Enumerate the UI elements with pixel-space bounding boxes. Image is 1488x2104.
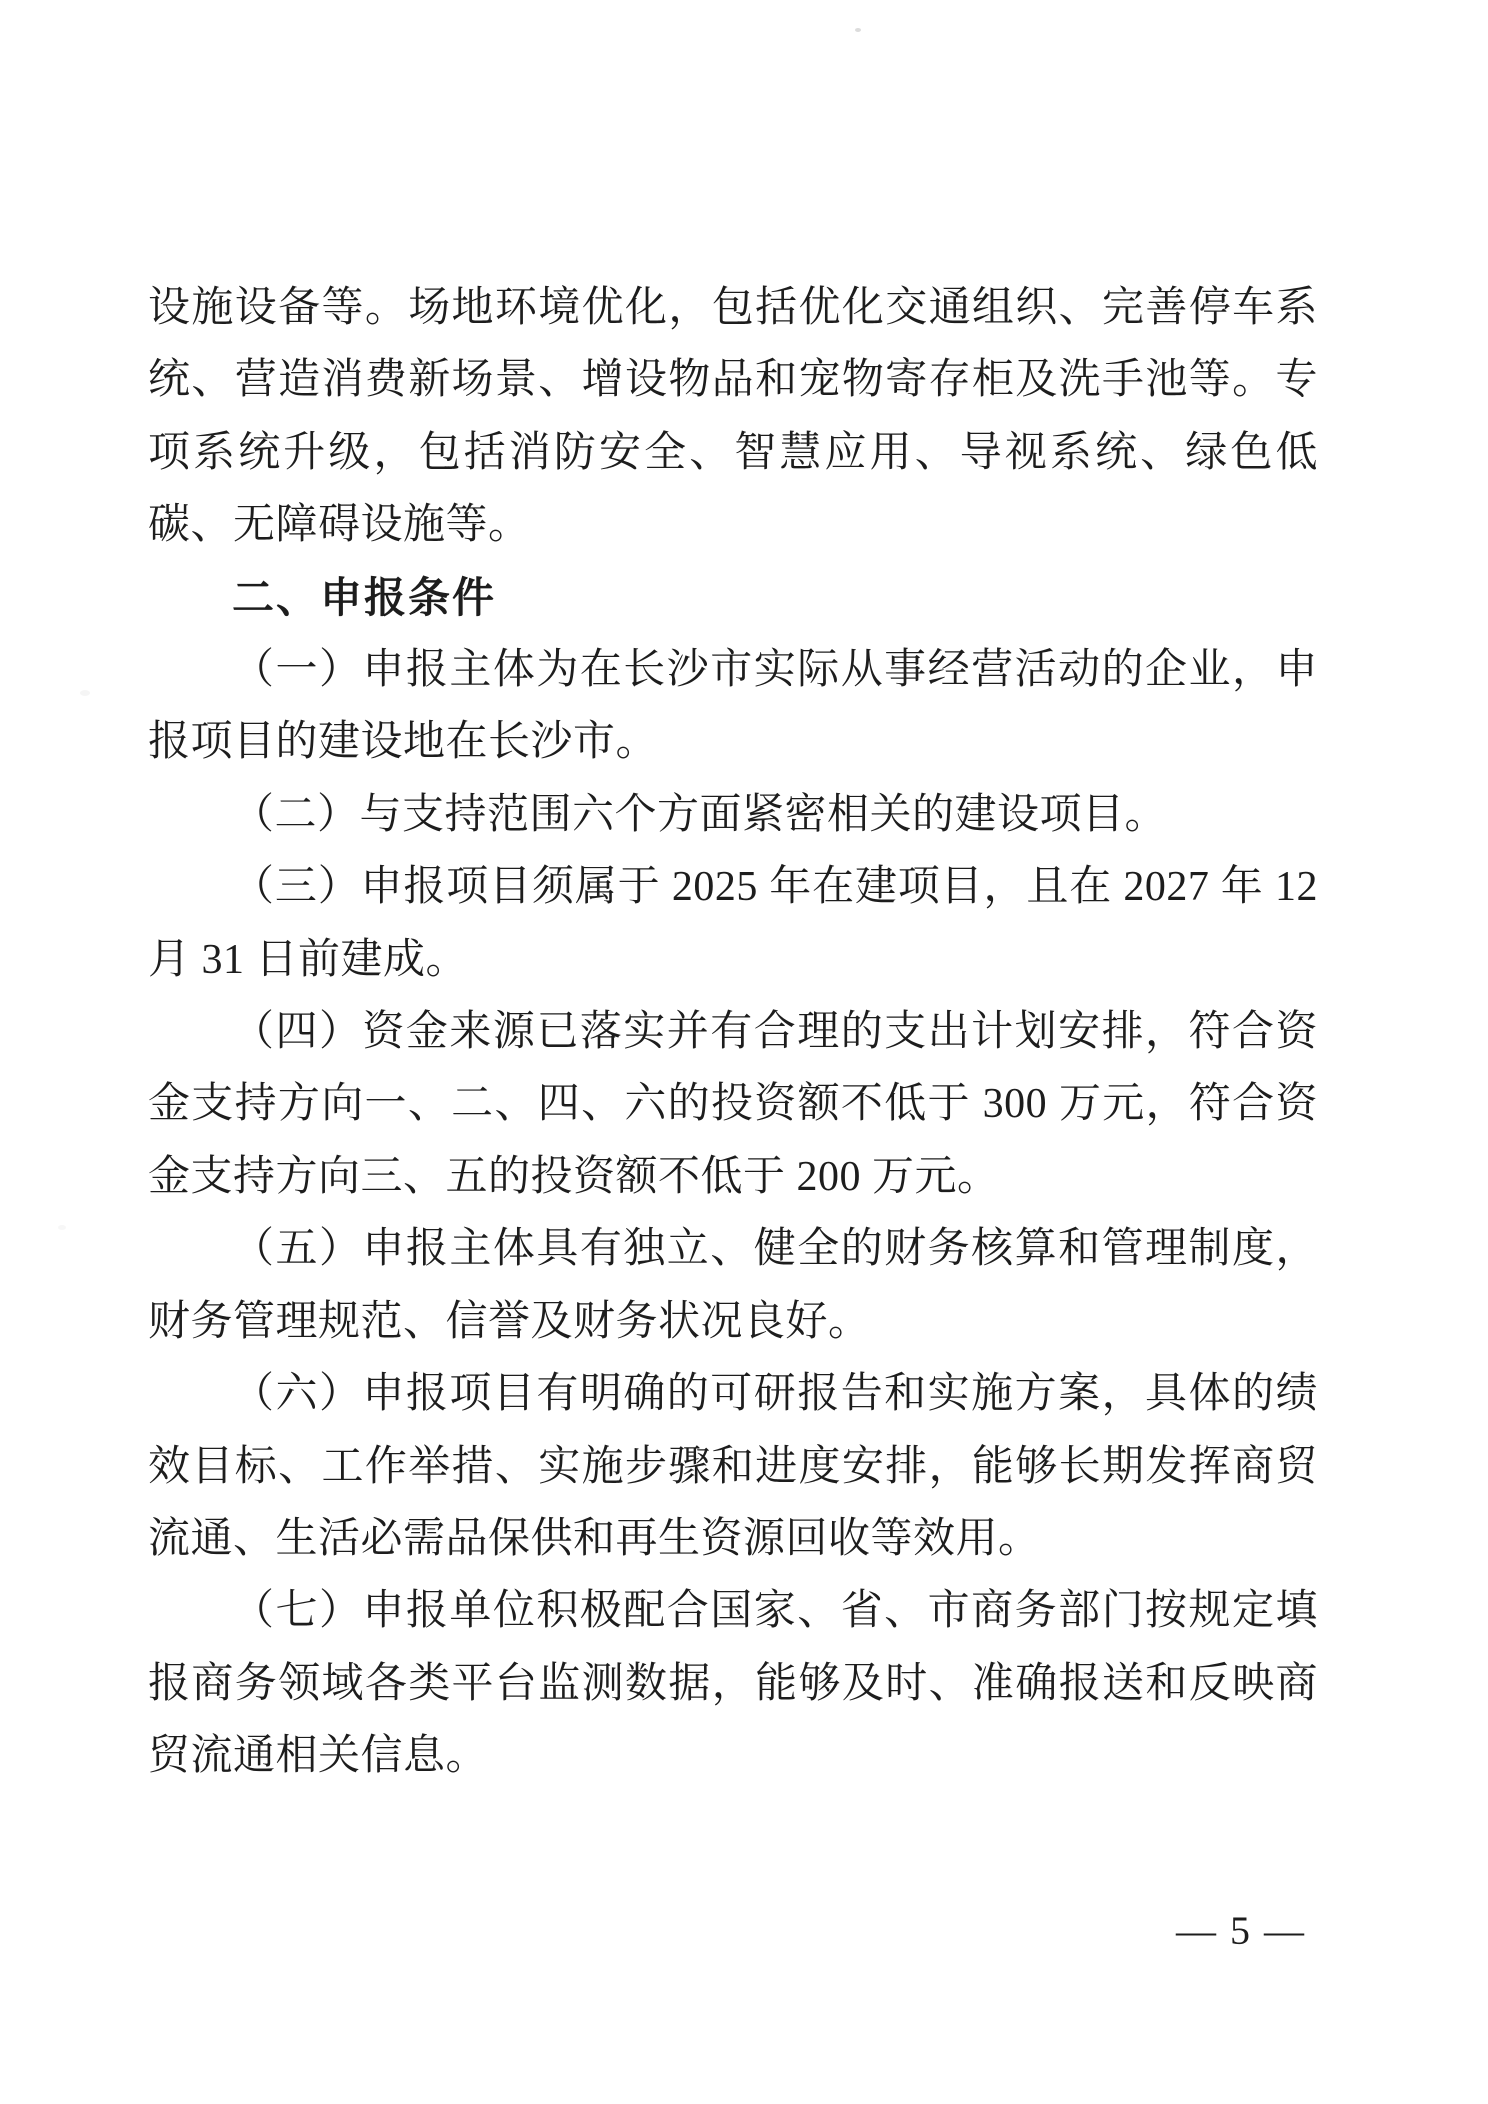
- clause-paragraph-7: （七）申报单位积极配合国家、省、市商务部门按规定填报商务领域各类平台监测数据，能够及时、准确报送和反映商贸流通相关信息。: [148, 1588, 1318, 1780]
- clause-paragraph-3: （三）申报项目须属于 2025 年在建项目，且在 2027 年 12 月 31 日前建成。: [148, 864, 1318, 983]
- section-heading: 二、申报条件: [232, 573, 497, 621]
- clause-paragraph-5: （五）申报主体具有独立、健全的财务核算和管理制度，财务管理规范、信誉及财务状况良好。: [148, 1226, 1318, 1345]
- scan-artifact: [855, 28, 861, 32]
- scan-artifact: [80, 690, 90, 696]
- clause-paragraph-6: （六）申报项目有明确的可研报告和实施方案，具体的绩效目标、工作举措、实施步骤和进度安排，能够长期发挥商贸流通、生活必需品保供和再生资源回收等效用。: [148, 1371, 1318, 1562]
- intro-paragraph: 设施设备等。场地环境优化，包括优化交通组织、完善停车系统、营造消费新场景、增设物品和宠物寄存柜及洗手池等。专项系统升级，包括消防安全、智慧应用、导视系统、绿色低碳、无障碍设施等。: [148, 285, 1318, 549]
- page-number: — 5 —: [1176, 1908, 1306, 1953]
- scan-artifact: [58, 1225, 66, 1230]
- clause-paragraph-2: （二）与支持范围六个方面紧密相关的建设项目。: [232, 791, 1168, 838]
- clause-paragraph-1: （一）申报主体为在长沙市实际从事经营活动的企业，申报项目的建设地在长沙市。: [148, 647, 1318, 766]
- document-body: [148, 272, 1318, 1793]
- clause-paragraph-4: （四）资金来源已落实并有合理的支出计划安排，符合资金支持方向一、二、四、六的投资额不低于 300 万元，符合资金支持方向三、五的投资额不低于 200 万元。: [148, 1009, 1318, 1200]
